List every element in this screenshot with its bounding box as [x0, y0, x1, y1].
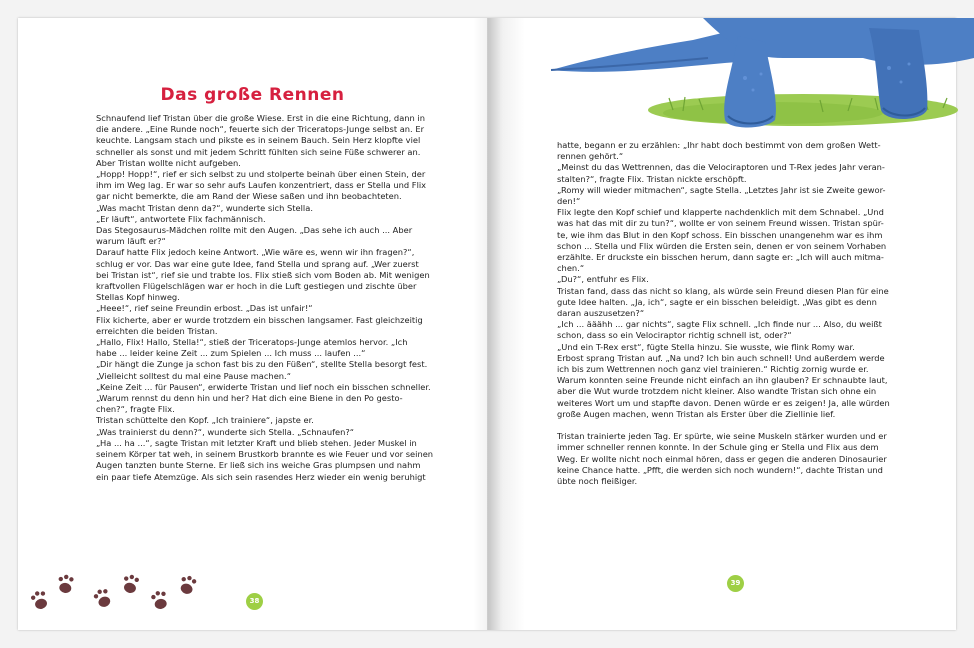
text-line: schon, dass so ein Velociraptor richtig schnell ist, oder?“ [557, 330, 792, 341]
text-line: daran auszusetzen?“ [557, 308, 645, 319]
text-line: schlug er vor. Das war eine gute Idee, fand Stella und sprang auf. „Wer zuerst [96, 258, 419, 269]
text-line: Weg. Er wollte nicht noch einmal hören, dass er gegen die anderen Dinosaurier [557, 453, 887, 464]
paw-print-icon [121, 573, 140, 594]
text-line: große Augen machen, wenn Tristan als Erster über die Ziellinie lief. [557, 408, 836, 419]
chapter-title: Das große Rennen [160, 85, 345, 105]
text-line: „Romy will wieder mitmachen“, sagte Stella. „Letztes Jahr ist sie Zweite gewor- [557, 184, 886, 195]
left-page-text [96, 113, 446, 483]
text-line: „Hopp! Hopp!“, rief er sich selbst zu und stolperte beinah über einen Stein, der [96, 169, 426, 180]
page-number-right: 39 [727, 575, 744, 592]
text-line: bei Tristan ist“, rief sie und trabte los. Flix stieß sich vom Boden ab. Mit wenigen [96, 269, 430, 280]
text-line: Augen tanzten bunte Sterne. Er ließ sich ins weiche Gras plumpsen und nahm [96, 460, 421, 471]
paw-print-icon [150, 590, 168, 611]
text-line: „Hallo, Flix! Hallo, Stella!“, stieß der Triceratops-Junge atemlos hervor. „Ich [96, 337, 408, 348]
text-line: Tristan fand, dass das nicht so klang, als würde sein Freund diesen Plan für eine [557, 285, 889, 296]
text-line: chen?“, fragte Flix. [96, 404, 175, 415]
text-line: was hat das mit dir zu tun?“, wollte er von seinem Freund wissen. Tristan spür- [557, 218, 884, 229]
paw-print-icon [30, 589, 49, 610]
text-line: „Warum rennst du denn hin und her? Hat dich eine Biene in den Po gesto- [96, 393, 403, 404]
text-line: „Meinst du das Wettrennen, das die Velociraptoren und T-Rex jedes Jahr veran- [557, 162, 885, 173]
text-line: Warum konnten seine Freunde nicht einfach an ihn glauben? Er schnaubte laut, [557, 375, 888, 386]
page-number-left: 38 [246, 593, 263, 610]
text-line: Flix legte den Kopf schief und klapperte nachdenklich mit dem Schnabel. „Und [557, 207, 884, 218]
text-line: schon ... Stella und Flix würden die Ersten sein, denen er von seinem Vorhaben [557, 240, 887, 251]
text-line: Das Stegosaurus-Mädchen rollte mit den Augen. „Das sehe ich auch ... Aber [96, 225, 413, 236]
paw-print-icon [56, 574, 74, 595]
text-line: „Vielleicht solltest du mal eine Pause machen.“ [96, 370, 291, 381]
text-line: „Ich ... ääähh ... gar nichts“, sagte Flix schnell. „Ich finde nur ... Also, du weißt [557, 319, 882, 330]
text-line: kraftvollen Flügelschlägen war er hoch in die Luft gestiegen und zischte über [96, 281, 417, 292]
text-line: „Was trainierst du denn?“, wunderte sich Stella. „Schnaufen?“ [96, 426, 355, 437]
text-line: ich bis zum Wettrennen noch ganz viel trainieren.“ Richtig zornig wurde er. [557, 364, 869, 375]
text-line: Tristan trainierte jeden Tag. Er spürte, wie seine Muskeln stärker wurden und er [557, 431, 887, 442]
right-page-text [557, 140, 917, 487]
text-line: stalten?“, fragte Flix. Tristan nickte erschöpft. [557, 173, 747, 184]
book-gutter [473, 18, 503, 630]
blue-dinosaur-legs-illustration [533, 18, 974, 158]
text-line: hatte, begann er zu erzählen: „Ihr habt doch bestimmt von dem großen Wett- [557, 140, 881, 150]
text-line: „Ha ... ha ...“, sagte Tristan mit letzter Kraft und blieb stehen. Jeder Muskel in [96, 437, 417, 448]
book-spread [18, 18, 956, 630]
text-line: Aber Tristan wollte nicht aufgeben. [96, 157, 241, 168]
text-line: „Und ein T-Rex erst“, fügte Stella hinzu. Sie wusste, wie flink Romy war. [557, 341, 855, 352]
text-line: Stellas Kopf hinweg. [96, 292, 180, 303]
text-line: immer schneller rennen konnte. In der Schule ging er Stella und Flix aus dem [557, 442, 879, 453]
text-line: ihm im Weg lag. Er war so sehr aufs Laufen konzentriert, dass er Stella und Flix [96, 180, 427, 191]
text-line: ein paar tiefe Atemzüge. Als sich sein rasendes Herz wieder ein wenig beruhigt [96, 471, 426, 482]
text-line: „Du?“, entfuhr es Flix. [557, 274, 649, 285]
left-page [18, 18, 487, 630]
text-line: die andere. „Eine Runde noch“, feuerte sich der Triceratops-Junge selbst an. Er [96, 124, 424, 135]
text-line: aber die Wut wurde trotzdem nicht kleiner. Also wandte Tristan sich ohne ein [557, 386, 877, 397]
text-line: schneller als sonst und mit jedem Schritt fühlten sich seine Füße schwerer an. [96, 146, 421, 157]
text-line: „Keine Zeit ... für Pausen“, erwiderte Tristan und lief noch ein bisschen schneller. [96, 381, 431, 392]
text-line: erzählte. Er druckste ein bisschen herum, dann sagte er: „Ich will auch mitma- [557, 252, 884, 263]
paw-print-icon [177, 574, 197, 596]
text-line: Flix kicherte, aber er wurde trotzdem ein bisschen langsamer. Fast gleichzeitig [96, 314, 423, 325]
text-line: keuchte. Langsam stach und pikste es in seinem Bauch. Sein Herz klopfte viel [96, 135, 421, 146]
text-line: den!“ [557, 196, 581, 207]
text-line: erreichten die beiden Tristan. [96, 325, 218, 336]
text-line: Schnaufend lief Tristan über die große Wiese. Erst in die eine Richtung, dann in [96, 113, 425, 123]
text-line: Darauf hatte Flix jedoch keine Antwort. „Wie wäre es, wenn wir ihn fragen?“, [96, 247, 415, 258]
text-line: Erbost sprang Tristan auf. „Na und? Ich bin auch schnell! Und außerdem werde [557, 352, 885, 363]
text-line: „Er läuft“, antwortete Flix fachmännisch. [96, 213, 266, 224]
text-line: te, wie ihm das Blut in den Kopf schoss. Ein bisschen unangenehm war es ihm [557, 229, 883, 240]
text-line: warum läuft er?“ [96, 236, 166, 247]
text-line: gar nicht bemerkte, die am Rand der Wiese saßen und ihn beobachteten. [96, 191, 402, 202]
paw-print-icon [92, 587, 112, 609]
text-line: gute Idee halten. „Ja, ich“, sagte er ein bisschen beleidigt. „Was gibt es denn [557, 296, 877, 307]
text-line: habe ... leider keine Zeit ... zum Spielen ... Ich muss ... laufen ...“ [96, 348, 366, 359]
text-line: chen.“ [557, 263, 585, 274]
text-line [557, 420, 917, 431]
text-line: seinem Körper tat weh, in seinem Brustkorb brannte es wie Feuer und vor seinen [96, 449, 434, 460]
text-line: übte noch fleißiger. [557, 476, 638, 487]
text-line: „Dir hängt die Zunge ja schon fast bis zu den Füßen“, stellte Stella besorgt fest. [96, 359, 428, 370]
text-line: rennen gehört.“ [557, 151, 624, 162]
text-line: „Heee!“, rief seine Freundin erbost. „Das ist unfair!“ [96, 303, 313, 314]
text-line: Tristan schüttelte den Kopf. „Ich trainiere“, japste er. [96, 415, 314, 426]
text-line: weiteres Wort um und stapfte davon. Denen würde er es zeigen! Ja, alle würden [557, 397, 890, 408]
text-line: „Was macht Tristan denn da?“, wunderte sich Stella. [96, 202, 313, 213]
text-line: keine Chance hatte. „Pfft, die werden sich noch wundern!“, dachte Tristan und [557, 464, 883, 475]
